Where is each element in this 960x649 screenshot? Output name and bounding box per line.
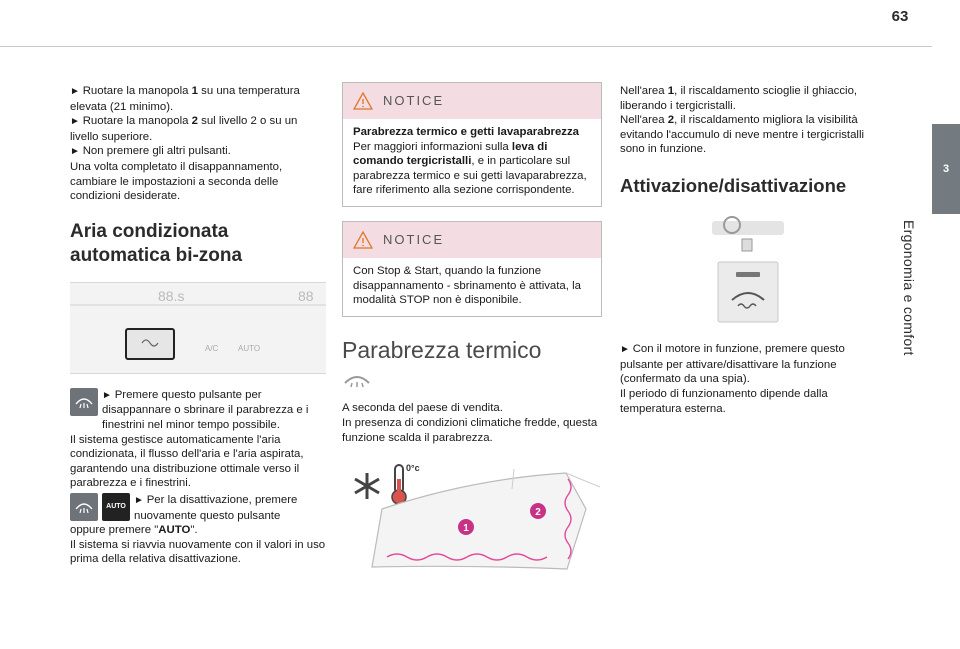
dashboard-location-icon bbox=[620, 213, 876, 253]
warning-triangle-icon bbox=[353, 92, 373, 110]
notice-body-1 bbox=[343, 119, 601, 206]
notice2-text: Con Stop & Start, quando la funzione disappannamento - sbrinamento è attivata, la modalità STOP non è disponibile. bbox=[353, 264, 581, 307]
para-area-1: Nell'area 1, il riscaldamento scioglie il ghiaccio, liberando i tergicristalli. bbox=[620, 85, 858, 112]
notice-label-1: NOTICE bbox=[383, 92, 445, 108]
para-system-manages: Il sistema gestisce automaticamente l'aria condizionata, il flusso dell'aria e l'aria aspirata, garantendo una distribuzione ottimale verso il parabrezza e i finestrini. bbox=[70, 433, 304, 490]
windshield-defrost-icon bbox=[70, 388, 98, 416]
snowflake-icon bbox=[355, 473, 379, 499]
ac-button-label: A/C bbox=[205, 343, 219, 353]
notice-box-2 bbox=[342, 221, 602, 317]
callout-2-label: 2 bbox=[535, 507, 541, 519]
section-title-climate: Aria condizionata automatica bi-zona bbox=[70, 220, 243, 266]
para-system-restarts: Il sistema si riavvia nuovamente con il valori in uso prima della relativa disattivazione. bbox=[70, 538, 326, 566]
windshield-defrost-icon-2 bbox=[70, 493, 98, 521]
para-area-2: Nell'area 2, il riscaldamento migliora la visibilità evitando l'accumulo di neve mentre i tergicristalli sono in funzione. bbox=[620, 114, 865, 156]
chapter-tab: 3 bbox=[932, 124, 960, 214]
para-country: A seconda del paese di vendita. bbox=[342, 402, 503, 415]
activation-bullet: ► Con il motore in funzione, premere questo pulsante per attivare/disattivare la funzione (confermato da una spia). bbox=[620, 342, 876, 387]
column-2 bbox=[342, 82, 602, 589]
para-cold-conditions: In presenza di condizioni climatiche fredde, questa funzione scalda il parabrezza. bbox=[342, 416, 598, 444]
bullet-knob-1: ► Ruotare la manopola 1 su una temperatura elevata (21 minimo). bbox=[70, 84, 326, 114]
press-defrost-text: ► Premere questo pulsante per disappannare o sbrinare il parabrezza e i finestrini nel minor tempo possibile. bbox=[102, 388, 326, 433]
auto-button-icon: AUTO bbox=[102, 493, 130, 521]
section-title-activation: Attivazione/disattivazione bbox=[620, 174, 847, 196]
notice-box-1 bbox=[342, 82, 602, 207]
heated-windshield-illustration bbox=[342, 459, 600, 584]
page-number: 63 bbox=[891, 8, 909, 25]
chapter-title: Ergonomia e comfort bbox=[901, 220, 917, 356]
display-right-text: 88 bbox=[298, 287, 314, 304]
climate-panel-illustration bbox=[70, 282, 326, 374]
deactivate-text: ► Per la disattivazione, premere nuovamente questo pulsante bbox=[134, 493, 326, 523]
notice-body-2 bbox=[343, 258, 601, 316]
auto-button-label: AUTO bbox=[238, 343, 261, 353]
heated-windshield-icon bbox=[342, 369, 372, 391]
notice1-text: Per maggiori informazioni sulla leva di comando tergicristalli, e in particolare sul parabrezza termico e sui getti lavaparabrezza, fare riferimento alla sezione corrispondente. bbox=[353, 140, 587, 197]
para-duration: Il periodo di funzionamento dipende dalla temperatura esterna. bbox=[620, 387, 828, 415]
callout-1-label: 1 bbox=[463, 523, 469, 535]
rear-defrost-button-icon bbox=[620, 260, 876, 326]
deactivate-line bbox=[70, 493, 326, 523]
notice-label-2: NOTICE bbox=[383, 231, 445, 247]
bullet-knob-2: ► Ruotare la manopola 2 sul livello 2 o su un livello superiore. bbox=[70, 114, 326, 144]
column-1 bbox=[70, 84, 326, 567]
header-rule bbox=[0, 46, 932, 47]
section-title-heated-windshield: Parabrezza termico bbox=[342, 336, 542, 363]
bullet-no-other-buttons: ► Non premere gli altri pulsanti. bbox=[70, 144, 326, 160]
press-defrost-line bbox=[70, 388, 326, 433]
column-3 bbox=[620, 84, 876, 416]
temperature-label: 0°c bbox=[406, 463, 420, 474]
notice-header-2 bbox=[343, 222, 601, 258]
thermometer-icon bbox=[392, 465, 406, 504]
deactivate-continuation: oppure premere "AUTO". bbox=[70, 524, 198, 537]
notice1-bold-title: Parabrezza termico e getti lavaparabrezza bbox=[353, 126, 580, 138]
warning-triangle-icon bbox=[353, 231, 373, 249]
para-after-defog: Una volta completato il disappannamento, cambiare le impostazioni a seconda delle condizioni desiderate. bbox=[70, 160, 283, 203]
notice-header-1 bbox=[343, 83, 601, 119]
display-left-text: 88.s bbox=[158, 287, 185, 304]
